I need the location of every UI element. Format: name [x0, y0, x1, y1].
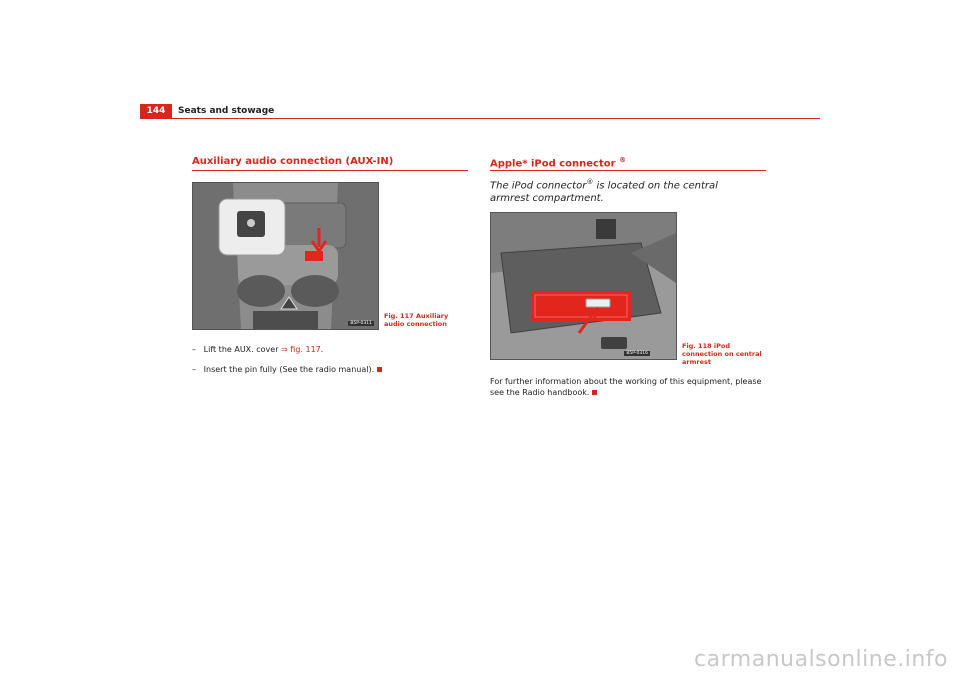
ipod-title-sup: ®: [619, 156, 627, 164]
aux-figure-caption: Fig. 117 Auxiliary audio connection: [384, 312, 449, 328]
fig-117-link[interactable]: ⇒ fig. 117: [281, 345, 321, 354]
watermark: carmanualsonline.info: [694, 647, 948, 672]
aux-section-title: Auxiliary audio connection (AUX-IN): [192, 156, 394, 167]
ipod-section-rule: [490, 170, 766, 171]
ipod-figure-caption: Fig. 118 iPod connection on central armrest: [682, 342, 762, 366]
intro-part2: is located on the central armrest compartment.: [490, 180, 718, 205]
end-of-section-marker: [377, 367, 382, 372]
step-dash: –: [192, 365, 196, 374]
ipod-armrest-illustration: [491, 213, 676, 359]
intro-sup: ®: [586, 178, 594, 186]
end-of-section-marker: [592, 390, 597, 395]
intro-part1: The iPod connector: [490, 180, 587, 192]
ipod-title-text: Apple* iPod connector: [490, 158, 620, 170]
aux-figure-image: [192, 182, 379, 330]
page-number: 144: [140, 104, 172, 119]
ipod-body-text: [490, 376, 770, 398]
step-after: .: [320, 345, 324, 354]
running-title: Seats and stowage: [178, 106, 275, 116]
ipod-figure-image: [490, 212, 677, 360]
aux-console-illustration: [193, 183, 378, 329]
step-text: Lift the AUX. cover: [203, 345, 282, 354]
step-dash: –: [192, 345, 196, 354]
ipod-section-title: [490, 156, 626, 169]
aux-step-1: [192, 344, 323, 356]
step-text: Insert the pin fully (See the radio manual).: [203, 365, 375, 374]
aux-section-rule: [192, 170, 468, 171]
header-rule: [140, 118, 820, 119]
ipod-body: For further information about the working of this equipment, please see the Radio handbook.: [490, 377, 762, 397]
ipod-intro: [490, 176, 760, 205]
ipod-figure-code: B5P-0316: [626, 351, 648, 356]
aux-figure-code: B5P-0311: [350, 321, 372, 326]
aux-step-2: [192, 364, 382, 376]
